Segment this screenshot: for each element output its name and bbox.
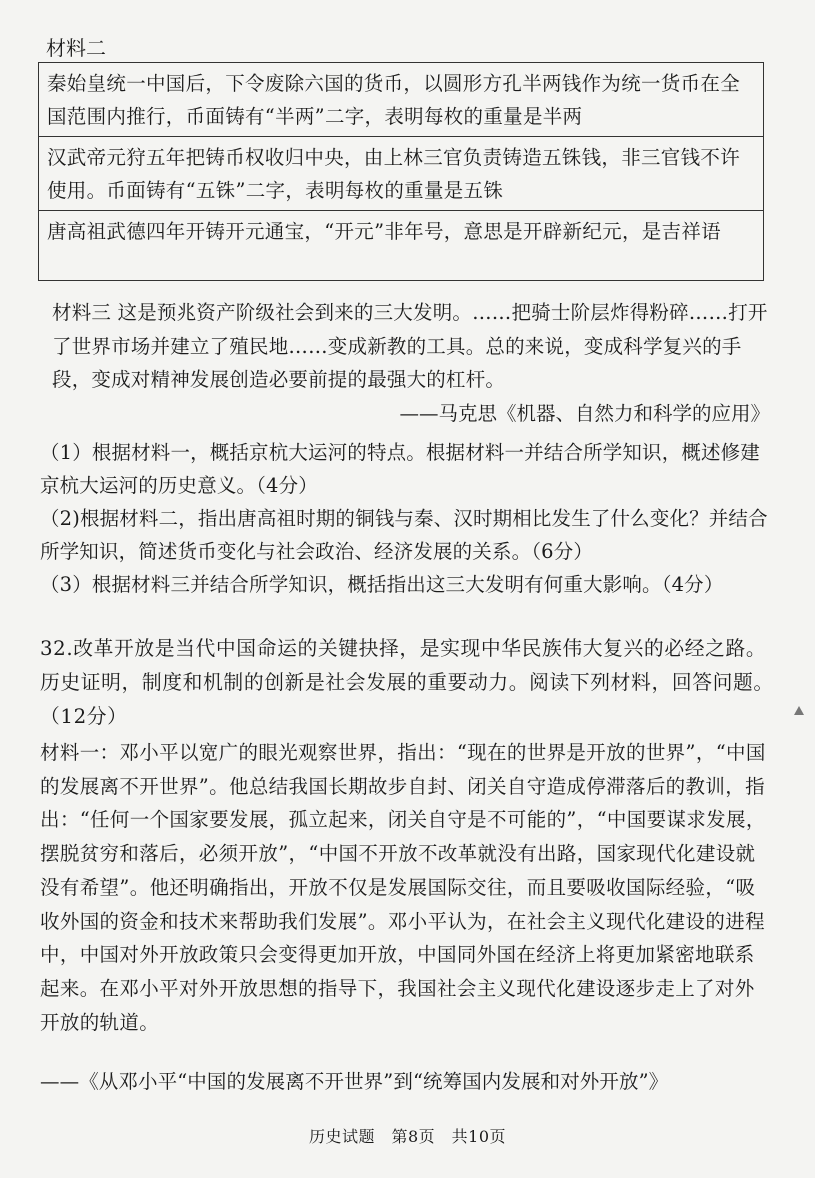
material3-source: ——马克思《机器、自然力和科学的应用》	[399, 402, 770, 425]
material1-source: ——《从邓小平“中国的发展离不开世界”到“统筹国内发展和对外开放”》	[40, 1070, 669, 1093]
question-32-material1	[40, 736, 774, 1039]
question-32-intro	[40, 632, 774, 734]
table-cell: 秦始皇统一中国后，下令废除六国的货币，以圆形方孔半两钱作为统一货币在全国范围内推行，币面铸有“半两”二字，表明每枚的重量是半两	[39, 63, 764, 137]
material2-table	[38, 62, 764, 281]
material3-text: 材料三 这是预兆资产阶级社会到来的三大发明。……把骑士阶层炸得粉碎……打开了世界市场并建立了殖民地……变成新教的工具。总的来说，变成科学复兴的手段，变成对精神发展创造必要前提的最强大的杠杆。	[52, 301, 768, 391]
subquestion-1: （1）根据材料一，概括京杭大运河的特点。根据材料一并结合所学知识，概述修建京杭大运河的历史意义。（4分）	[40, 441, 760, 497]
scan-speck-icon	[794, 706, 804, 715]
material3-block	[52, 296, 770, 397]
page-footer: 历史试题 第8页 共10页	[308, 1127, 507, 1146]
material2-label: 材料二	[46, 36, 106, 60]
subquestion-3: （3）根据材料三并结合所学知识，概括指出这三大发明有何重大影响。（4分）	[40, 573, 724, 596]
table-row	[39, 63, 764, 137]
subquestion-2: （2)根据材料二，指出唐高祖时期的铜钱与秦、汉时期相比发生了什么变化？并结合所学知识，简述货币变化与社会政治、经济发展的关系。（6分）	[40, 507, 768, 563]
table-row	[39, 211, 764, 281]
table-cell: 唐高祖武德四年开铸开元通宝，“开元”非年号，意思是开辟新纪元，是吉祥语	[39, 211, 764, 281]
question-31-subquestions	[40, 436, 774, 601]
table-row	[39, 137, 764, 211]
question-32-text: 32.改革开放是当代中国命运的关键抉择，是实现中华民族伟大复兴的必经之路。历史证明，制度和机制的创新是社会发展的重要动力。阅读下列材料，回答问题。（12分）	[40, 637, 774, 728]
table-cell: 汉武帝元狩五年把铸币权收归中央，由上林三官负责铸造五铢钱，非三官钱不许使用。币面铸有“五铢”二字，表明每枚的重量是五铢	[39, 137, 764, 211]
material1-text: 材料一：邓小平以宽广的眼光观察世界，指出：“现在的世界是开放的世界”，“中国的发展离不开世界”。他总结我国长期故步自封、闭关自守造成停滞落后的教训，指出：“任何一个国家要发展，孤立起来，闭关自守是不可能的”，“中国要谋求发展，摆脱贫穷和落后，必须开放”，“中国不开放不改革就没有出路，国家现代化建设就没有希望”。他还明确指出，开放不仅是发展国际交往，而且要吸收国际经验，“吸收外国的资金和技术来帮助我们发展”。邓小平认为，在社会主义现代化建设的进程中，中国对外开放政策只会变得更加开放，中国同外国在经济上将更加紧密地联系起来。在邓小平对外开放思想的指导下，我国社会主义现代化建设逐步走上了对外开放的轨道。	[40, 741, 766, 1034]
